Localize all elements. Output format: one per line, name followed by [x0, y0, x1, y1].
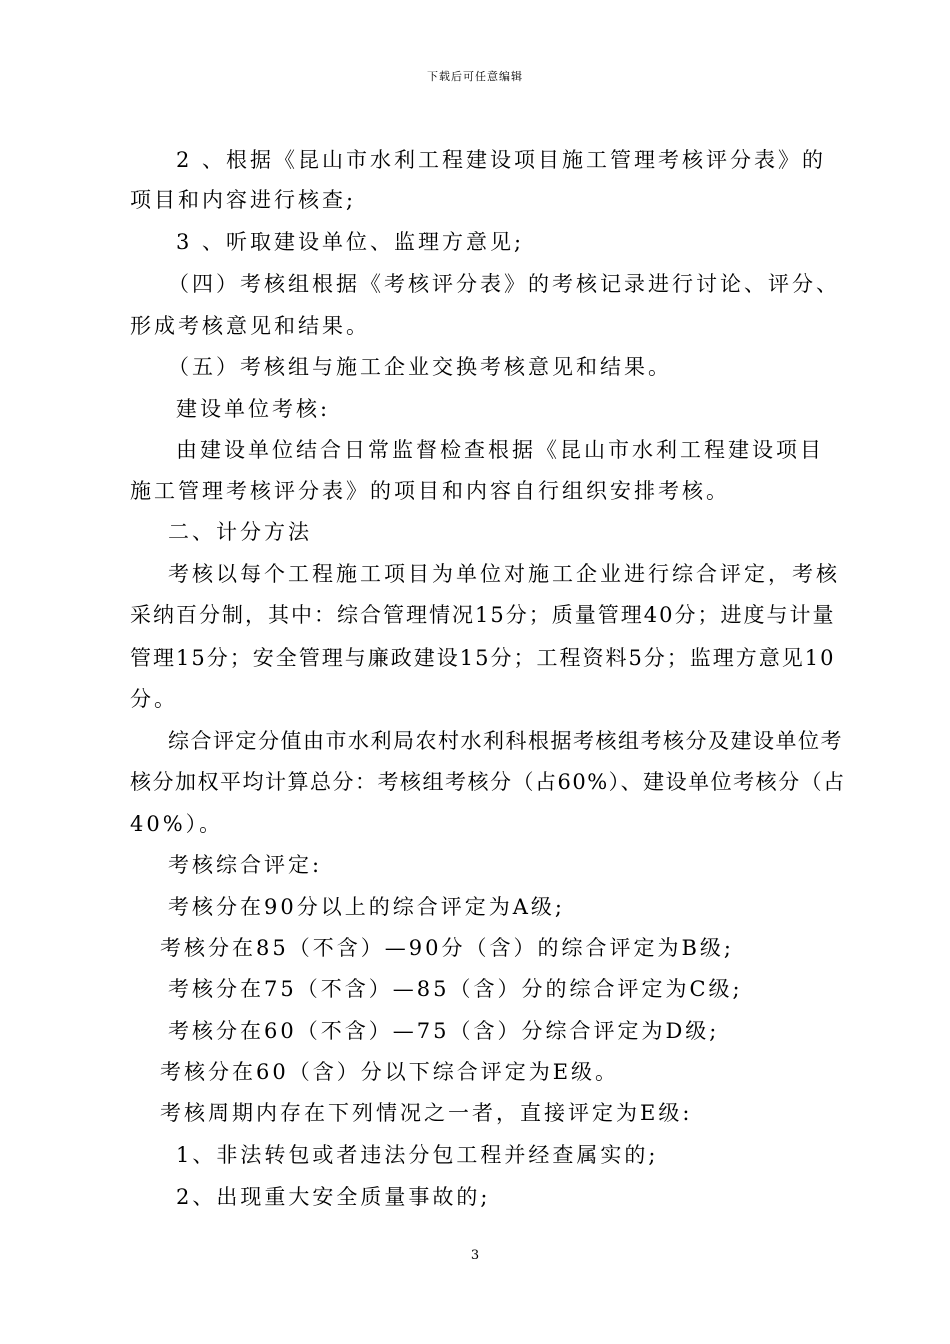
list-item: 考核分在60（含）分以下综合评定为E级。 [160, 1060, 620, 1084]
list-item: 考核分在60（不含）—75（含）分综合评定为D级; [168, 1019, 720, 1043]
list-item: 2、出现重大安全质量事故的; [176, 1185, 491, 1209]
paragraph-line: 施工管理考核评分表》的项目和内容自行组织安排考核。 [130, 479, 730, 503]
section-heading: 二、计分方法 [168, 520, 312, 544]
list-item: 考核分在90分以上的综合评定为A级; [168, 895, 565, 919]
paragraph-line: 形成考核意见和结果。 [130, 314, 370, 338]
list-item: 1、非法转包或者违法分包工程并经查属实的; [176, 1143, 659, 1167]
paragraph-line: 核分加权平均计算总分：考核组考核分（占60%）、建设单位考核分（占 [130, 770, 846, 794]
paragraph-line: 2 、根据《昆山市水利工程建设项目施工管理考核评分表》的 [176, 148, 827, 172]
paragraph-line: 项目和内容进行核查; [130, 188, 357, 212]
paragraph-line: 3 、听取建设单位、监理方意见; [176, 230, 525, 254]
page-number: 3 [470, 1248, 480, 1263]
paragraph-line: 考核周期内存在下列情况之一者，直接评定为E级: [160, 1101, 693, 1125]
paragraph-line: 综合评定分值由市水利局农村水利科根据考核组考核分及建设单位考 [168, 729, 843, 753]
paragraph-line: 由建设单位结合日常监督检查根据《昆山市水利工程建设项目 [176, 438, 824, 462]
list-item: 考核分在75（不含）—85（含）分的综合评定为C级; [168, 977, 743, 1001]
paragraph-line: 考核综合评定: [168, 853, 323, 877]
paragraph-line: （四）考核组根据《考核评分表》的考核记录进行讨论、评分、 [168, 272, 840, 296]
paragraph-line: 建设单位考核: [176, 397, 331, 421]
paragraph-line: （五）考核组与施工企业交换考核意见和结果。 [168, 355, 672, 379]
list-item: 考核分在85（不含）—90分（含）的综合评定为B级; [160, 936, 734, 960]
paragraph-line: 采纳百分制，其中：综合管理情况15分；质量管理40分；进度与计量 [130, 603, 836, 627]
paragraph-line: 40%）。 [130, 812, 224, 836]
paragraph-line: 考核以每个工程施工项目为单位对施工企业进行综合评定，考核 [168, 562, 840, 586]
header-note: 下载后可任意编辑 [427, 70, 523, 83]
paragraph-line: 分。 [130, 687, 178, 711]
paragraph-line: 管理15分；安全管理与廉政建设15分；工程资料5分；监理方意见10 [130, 646, 836, 670]
